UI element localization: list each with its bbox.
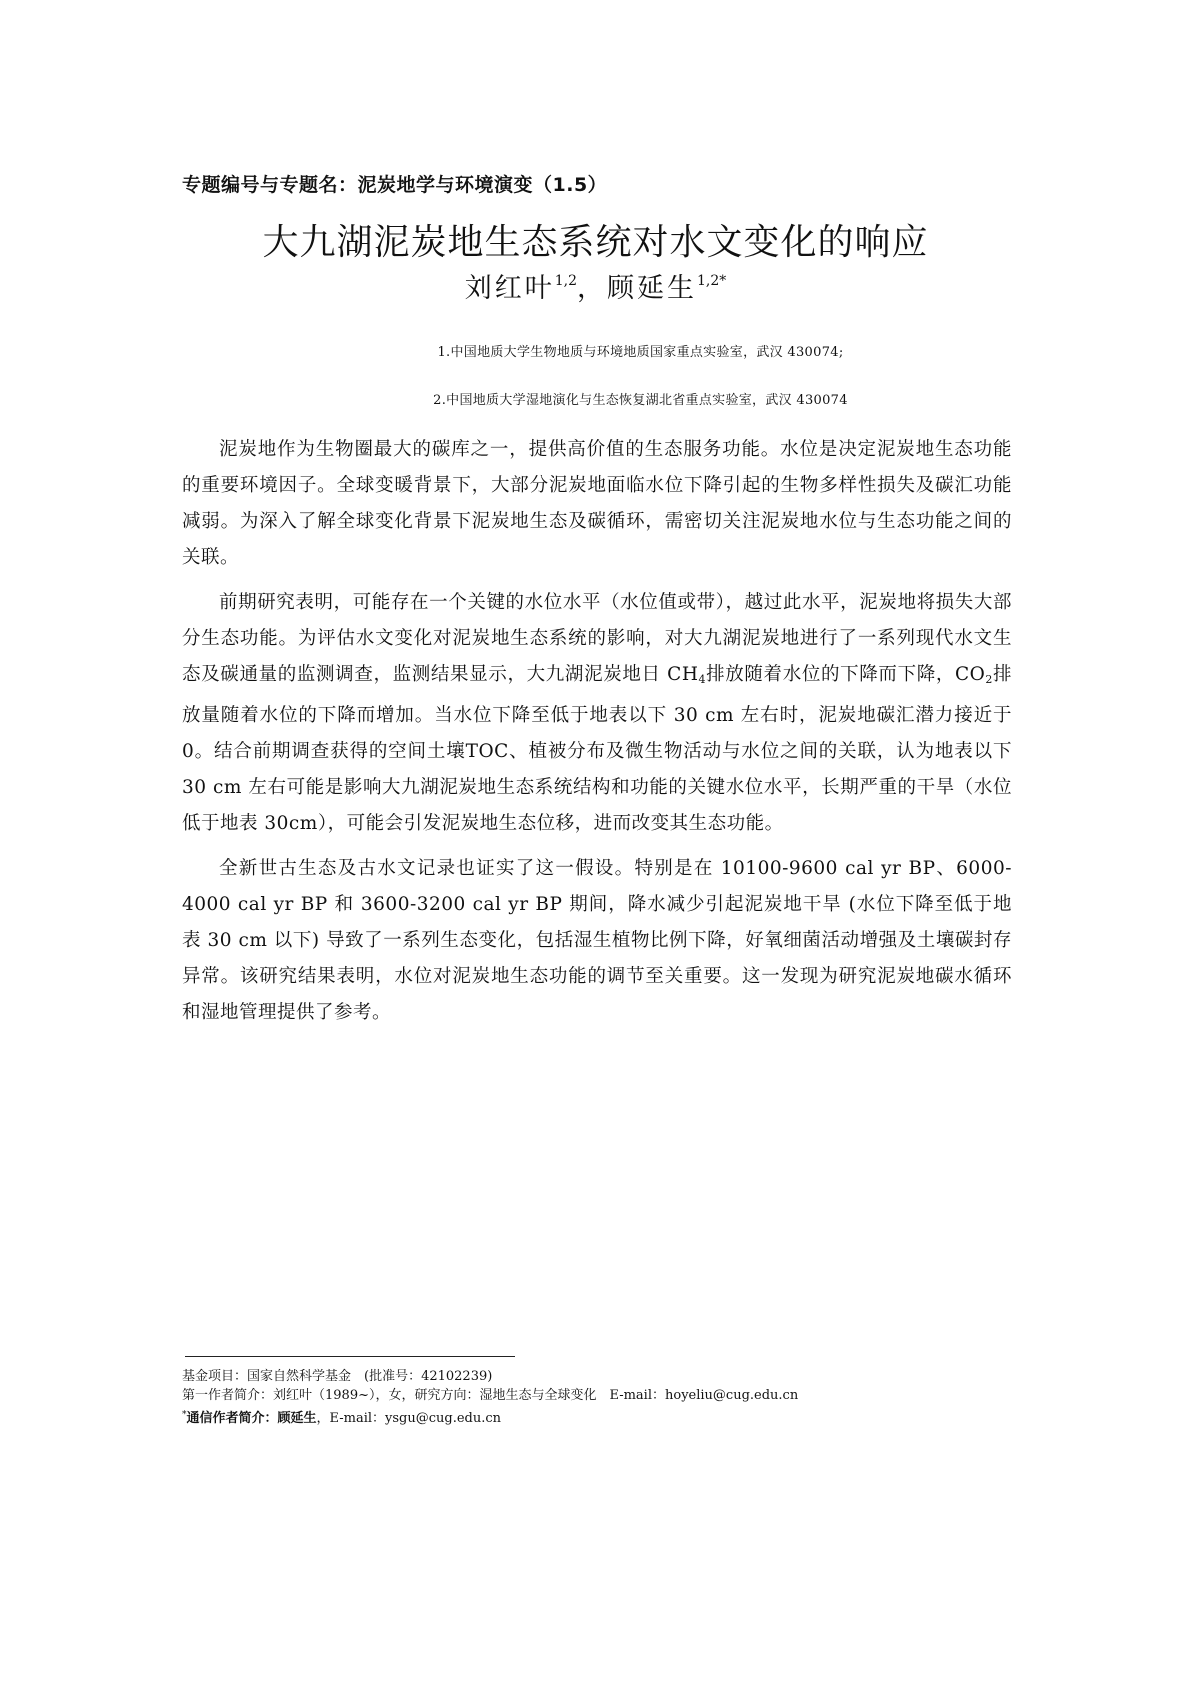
paragraph-2-part-b: 排放随着水位的下降而下降，CO bbox=[705, 664, 986, 685]
author-1-affiliation-mark: 1,2 bbox=[554, 273, 577, 289]
author-1-name: 刘红叶 bbox=[464, 273, 555, 304]
corresponding-email: ，E-mail：ysgu@cug.edu.cn bbox=[316, 1411, 502, 1426]
paragraph-3: 全新世古生态及古水文记录也证实了这一假设。特别是在 10100-9600 cal yr BP、6000-4000 cal yr BP 和 3600-3200 cal yr BP 期间，降水减少引起泥炭地干旱 (水位下降至低于地表 30 cm 以下) 导致了一系列生态变化，包括湿生植物比例下降，好氧细菌活动增强及土壤碳封存异常。该研究结果表明，水位对泥炭地生态功能的调节至关重要。这一发现为研究泥炭地碳水循环和湿地管理提供了参考。 bbox=[182, 858, 1012, 1023]
corresponding-mark: * bbox=[182, 1410, 187, 1420]
footnote-fund: 基金项目：国家自然科学基金 (批准号：42102239) bbox=[182, 1369, 493, 1384]
author-separator: ， bbox=[577, 273, 607, 304]
ch4-subscript: 4 bbox=[698, 673, 706, 686]
paper-title: 大九湖泥炭地生态系统对水文变化的响应 bbox=[262, 222, 929, 263]
abstract-body bbox=[182, 432, 1012, 1040]
author-2-affiliation-mark: 1,2* bbox=[697, 273, 727, 289]
affiliation-1: 1.中国地质大学生物地质与环境地质国家重点实验室，武汉 430074; bbox=[437, 345, 844, 360]
footnote-first-author: 第一作者简介：刘红叶（1989~），女，研究方向：湿地生态与全球变化 E-mail：hoyeliu@cug.edu.cn bbox=[182, 1388, 799, 1403]
paragraph-1: 泥炭地作为生物圈最大的碳库之一，提供高价值的生态服务功能。水位是决定泥炭地生态功能的重要环境因子。全球变暖背景下，大部分泥炭地面临水位下降引起的生物多样性损失及碳汇功能减弱。为深入了解全球变化背景下泥炭地生态及碳循环，需密切关注泥炭地水位与生态功能之间的关联。 bbox=[182, 439, 1012, 568]
footnote-corresponding-author bbox=[182, 1406, 501, 1428]
paragraph-2-part-a: 前期研究表明，可能存在一个关键的水位水平（水位值或带），越过此水平，泥炭地将损失大部分生态功能。为评估水文变化对泥炭地生态系统的影响，对大九湖泥炭地进行了一系列现代水文生态及碳通量的监测调查，监测结果显示，大九湖泥炭地日 CH bbox=[182, 592, 1012, 685]
paragraph-2-part-c: 排放量随着水位的下降而增加。当水位下降至低于地表以下 30 cm 左右时，泥炭地碳汇潜力接近于 0。结合前期调查获得的空间土壤TOC、植被分布及微生物活动与水位之间的关联，认为地表以下 30 cm 左右可能是影响大九湖泥炭地生态系统结构和功能的关键水位水平，长期严重的干旱（水位低于地表 30cm），可能会引发泥炭地生态位移，进而改变其生态功能。 bbox=[182, 664, 1012, 834]
topic-heading: 专题编号与专题名：泥炭地学与环境演变（1.5） bbox=[182, 174, 608, 196]
co2-subscript: 2 bbox=[985, 673, 993, 686]
corresponding-label: 通信作者简介：顾延生 bbox=[186, 1411, 317, 1426]
author-2-name: 顾延生 bbox=[607, 273, 697, 304]
author-line bbox=[0, 266, 1191, 305]
paragraph-2 bbox=[182, 585, 1012, 842]
footnote-divider bbox=[185, 1356, 515, 1357]
affiliation-2: 2.中国地质大学湿地演化与生态恢复湖北省重点实验室，武汉 430074 bbox=[433, 393, 848, 408]
